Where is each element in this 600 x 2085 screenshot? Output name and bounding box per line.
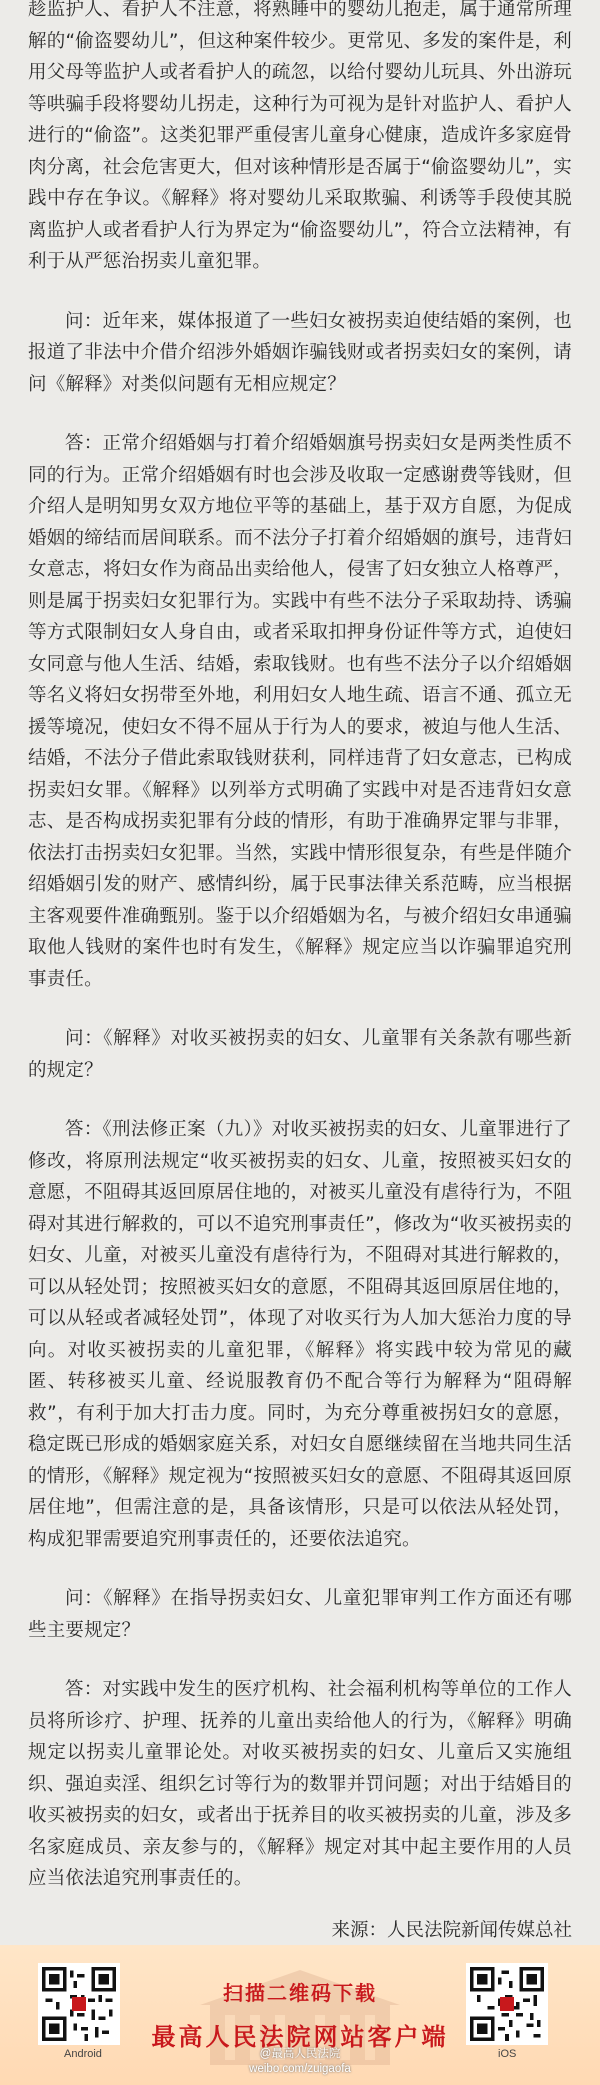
qr-code-icon bbox=[470, 1967, 544, 2041]
ios-label: iOS bbox=[498, 2048, 517, 2060]
ios-qr-code[interactable] bbox=[466, 1963, 548, 2045]
source-credit: 来源：人民法院新闻传媒总社 bbox=[331, 1919, 572, 1941]
answer-paragraph: 答：《刑法修正案（九）》对收买被拐卖的妇女、儿童罪进行了修改，将原刑法规定“收买被拐卖的妇女、儿童，按照被买妇女的意愿，不阻碍其返回原居住地的，对被买儿童没有虐待行为，不阻碍对其进行解救的，可以不追究刑事责任”，修改为“收买被拐卖的妇女、儿童，对被买儿童没有虐待行为，不阻碍对其进行解救的，可以从轻处罚；按照被买妇女的意愿，不阻碍其返回原居住地的，可以从轻或者减轻处罚”，体现了对收买行为人加大惩治力度的导向。对收买被拐卖的儿童犯罪，《解释》将实践中较为常见的藏匿、转移被买儿童、经说服教育仍不配合等行为解释为“阻碍解救”，有利于加大打击力度。同时，为充分尊重被拐妇女的意愿，稳定既已形成的婚姻家庭关系，对妇女自愿继续留在当地共同生活的情形，《解释》规定视为“按照被买妇女的意愿、不阻碍其返回原居住地”，但需注意的是，具备该情形，只是可以依法从轻处罚，构成犯罪需要追究刑事责任的，还要依法追究。 bbox=[28, 1119, 572, 1550]
question-paragraph: 问：近年来，媒体报道了一些妇女被拐卖迫使结婚的案例，也报道了非法中介借介绍涉外婚姻诈骗钱财或者拐卖妇女的案例，请问《解释》对类似问题有无相应规定？ bbox=[28, 310, 572, 395]
app-download-banner[interactable] bbox=[0, 1945, 600, 2085]
answer-paragraph: 答：正常介绍婚姻与打着介绍婚姻旗号拐卖妇女是两类性质不同的行为。正常介绍婚姻有时也会涉及收取一定感谢费等钱财，但介绍人是明知男女双方地位平等的基础上，基于双方自愿，为促成婚姻的缔结而居间联系。而不法分子打着介绍婚姻的旗号，违背妇女意志，将妇女作为商品出卖给他人，侵害了妇女独立人格尊严，则是属于拐卖妇女犯罪行为。实践中有些不法分子采取劫持、诱骗等方式限制妇女人身自由，或者采取扣押身份证件等方式，迫使妇女同意与他人生活、结婚，索取钱财。也有些不法分子以介绍婚姻等名义将妇女拐带至外地，利用妇女人地生疏、语言不通、孤立无援等境况，使妇女不得不屈从于行为人的要求，被迫与他人生活、结婚，不法分子借此索取钱财获利，同样违背了妇女意志，已构成拐卖妇女罪。《解释》以列举方式明确了实践中对是否违背妇女意志、是否构成拐卖犯罪有分歧的情形，有助于准确界定罪与非罪，依法打击拐卖妇女犯罪。当然，实践中情形很复杂，有些是伴随介绍婚姻引发的财产、感情纠纷，属于民事法律关系范畴，应当根据主客观要件准确甄别。鉴于以介绍婚姻为名，与被介绍妇女串通骗取他人钱财的案件也时有发生，《解释》规定应当以诈骗罪追究刑事责任。 bbox=[28, 433, 572, 990]
paragraph: 趁监护人、看护人不注意，将熟睡中的婴幼儿抱走，属于通常所理解的“偷盗婴幼儿”，但这种案件较少。更常见、多发的案件是，利用父母等监护人或者看护人的疏忽，以给付婴幼儿玩具、外出游玩等哄骗手段将婴幼儿拐走，这种行为可视为是针对监护人、看护人进行的“偷盗”。这类犯罪严重侵害儿童身心健康，造成许多家庭骨肉分离，社会危害更大，但对该种情形是否属于“偷盗婴幼儿”，实践中存在争议。《解释》将对婴幼儿采取欺骗、利诱等手段使其脱离监护人或者看护人行为界定为“偷盗婴幼儿”，符合立法精神，有利于从严惩治拐卖儿童犯罪。 bbox=[28, 0, 572, 272]
weibo-watermark-handle: @最高人民法院 bbox=[259, 2048, 341, 2060]
banner-headline: 扫描二维码下载 bbox=[223, 1981, 377, 2005]
answer-paragraph: 答：对实践中发生的医疗机构、社会福利机构等单位的工作人员将所诊疗、护理、抚养的儿童出卖给他人的行为，《解释》明确规定以拐卖儿童罪论处。对收买被拐卖的妇女、儿童后又实施组织、强迫卖淫、组织乞讨等行为的数罪并罚问题；对出于结婚目的收买被拐卖的妇女，或者出于抚养目的收买被拐卖的儿童，涉及多名家庭成员、亲友参与的，《解释》规定对其中起主要作用的人员应当依法追究刑事责任的。 bbox=[28, 1679, 572, 1889]
android-label: Android bbox=[64, 2048, 102, 2060]
weibo-watermark-url: weibo.com/zuigaofa bbox=[249, 2063, 351, 2075]
banner-subheadline: 最高人民法院网站客户端 bbox=[151, 2023, 449, 2051]
question-paragraph: 问：《解释》在指导拐卖妇女、儿童犯罪审判工作方面还有哪些主要规定？ bbox=[28, 1588, 572, 1641]
question-paragraph: 问：《解释》对收买被拐卖的妇女、儿童罪有关条款有哪些新的规定？ bbox=[28, 1028, 572, 1081]
